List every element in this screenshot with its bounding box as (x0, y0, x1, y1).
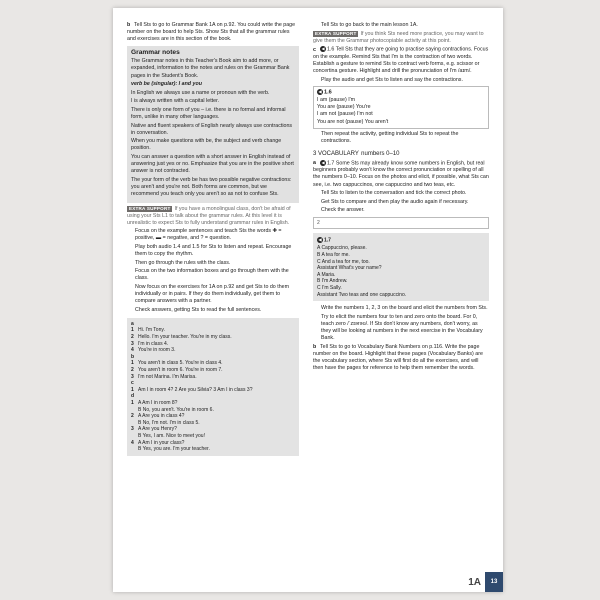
procedure (127, 228, 299, 314)
answer-line (131, 400, 295, 407)
gn-subheading: verb be (singular): I and you (131, 81, 202, 88)
procedure-step: Get Sts to compare and then play the audio again if necessary. (321, 198, 469, 205)
gn-paragraph: The Grammar notes in this Teacher's Book aim to add more, or expanded, information to the notes and rules on the Grammar Bank pages in the Student's Book. (131, 58, 290, 79)
answer-text: You aren't in class 5. You're in class 4. (138, 360, 223, 367)
answer-number: 2 (131, 334, 134, 341)
teachers-book-page (113, 8, 503, 592)
vocab-procedure (313, 190, 489, 214)
answer-number (131, 407, 138, 414)
answer-line (131, 354, 295, 361)
answer-number: 3 (131, 426, 134, 433)
procedure-step: Check the answer. (321, 207, 365, 214)
script-line: C I'm Sally. (317, 284, 342, 291)
answer-number: 4 (131, 347, 134, 354)
left-column (127, 22, 299, 460)
answer-text: Am I in room 4? 2 Are you Silvia? 3 Am I in class 3? (138, 386, 253, 393)
extra-support-note-2: EXTRA SUPPORT If you think Sts need more practice, you may want to give them the Grammar photocopiable activity at this point. (313, 30, 484, 44)
play-text: Play the audio and get Sts to listen and say the contractions. (321, 76, 463, 83)
gn-paragraph: You can answer a question with a short answer in English instead of answering just yes or no. Emphasize that you are in the positive short answer is not contracted. (131, 154, 294, 175)
answer-text: I'm not Marina. I'm Marisa. (138, 373, 197, 380)
answer-text: I'm in class 4. (138, 340, 169, 347)
answer-text: B Yes, I am. Nice to meet you! (138, 432, 205, 439)
repeat-text: Then repeat the activity, getting individual Sts to repeat the contractions. (321, 130, 459, 144)
script-line: C And a tea for me, too. (317, 258, 370, 265)
audio-script-1-7 (313, 233, 489, 301)
answer-number: b (131, 353, 135, 360)
go-back-text: Tell Sts to go back to the main lesson 1A. (321, 22, 418, 28)
answer-number: 2 (131, 413, 134, 420)
answer-line (131, 440, 295, 447)
item-c: c ◀ 1.6 Tell Sts that they are going to practise saying contractions. Focus on the example. Remind Sts that I'm is the contraction of two words. Establish a gesture to remind Sts to contract verb forms, e.g. scissor or concertina gesture. Highlight and drill the pronunciation of I'm /aɪm/. (313, 46, 489, 74)
page-number: 13 (485, 572, 503, 592)
answer-number: 1 (131, 327, 134, 334)
script-line: You are not (pause) You aren't (317, 118, 389, 125)
answer-number: 1 (131, 360, 134, 367)
answer-box: 2 (313, 217, 489, 229)
procedure-step: Tell Sts to listen to the conversation and tick the correct photo. (321, 190, 467, 197)
script-line: Assistant Two teas and one cappuccino. (317, 291, 407, 298)
answer-line (131, 387, 295, 394)
answer-line (131, 433, 295, 440)
script-line: Assistant What's your name? (317, 265, 382, 272)
answer-text: B No, you aren't. You're in room 6. (138, 406, 214, 413)
answer-text: A Are you Henry? (138, 426, 177, 433)
answer-number: 1 (131, 400, 134, 406)
answer-line (131, 347, 295, 354)
procedure-step: Focus on the example sentences and teach Sts the words ✚ = positive, ▬ = negative, and ? = question. (135, 228, 282, 242)
audio-script-title: ◀ 1.7 (318, 237, 331, 244)
script-line: B I'm Andrew. (317, 278, 348, 285)
answer-key-box (127, 318, 299, 456)
answer-number: 2 (131, 367, 134, 374)
answer-text: You aren't in room 6. You're in room 7. (138, 367, 223, 374)
procedure-step: Write the numbers 1, 2, 3 on the board and elicit the numbers from Sts. (321, 305, 488, 312)
answer-line (131, 393, 295, 400)
answer-line (131, 420, 295, 427)
answer-line (131, 367, 295, 374)
answer-line (131, 334, 295, 341)
answer-line (131, 327, 295, 334)
answer-number: c (131, 380, 134, 387)
extra-support-badge: EXTRA SUPPORT (315, 30, 357, 36)
answer-number: 3 (131, 373, 134, 380)
grammar-notes-box (127, 46, 299, 202)
procedure-step: Play both audio 1.4 and 1.5 for Sts to listen and repeat. Encourage them to copy the rhythm. (135, 244, 292, 258)
answer-text: A Am I in your class? (138, 439, 185, 446)
page-footer (468, 572, 503, 592)
answer-line (131, 321, 295, 328)
audio-script-title: ◀ 1.6 (318, 89, 332, 96)
answer-line (131, 374, 295, 381)
procedure-step: Now focus on the exercises for 1A on p.92 and get Sts to do them individually or in pairs. If they do them individually, get them to compare answers with a partner. (135, 284, 289, 305)
answer-line (131, 407, 295, 414)
answer-number (131, 420, 138, 427)
audio-script-lines (317, 97, 485, 125)
gn-paragraph: When you make questions with be, the subject and verb change position. (131, 138, 282, 152)
answer-line (131, 360, 295, 367)
answer-text: B No, I'm not. I'm in class 5. (138, 419, 200, 426)
procedure-step: Focus on the two information boxes and go through them with the class. (135, 268, 289, 282)
answer-line (131, 426, 295, 433)
item-a: a ◀ 1.7 Some Sts may already know some numbers in English, but real beginners probably won't know the correct pronunciation or spelling of all the numbers 0–10. Focus on the photos and elicit, if possible, what Sts can see, i.e. two cappuccinos, one cappuccino and two teas, etc. (313, 160, 489, 188)
answer-number: a (131, 320, 134, 327)
script-line: A Cappuccino, please. (317, 245, 367, 252)
script-line: I am (pause) I'm (317, 97, 356, 104)
answer-number: 4 (131, 439, 134, 446)
extra-support-note: EXTRA SUPPORT If you have a monolingual class, don't be afraid of using your Sts L1 to talk about the grammar rules. At this level it is unrealistic to expect Sts to fully understand grammar rules in English. (127, 205, 291, 226)
right-column (313, 22, 489, 373)
unit-label: 1A (468, 576, 481, 588)
script-line: A Maria. (317, 271, 336, 278)
audio-icon: ◀ (318, 238, 322, 243)
audio-script-1-6 (313, 86, 489, 129)
answer-line (131, 413, 295, 420)
answer-number (131, 446, 138, 453)
answer-text: Hi. I'm Tony. (138, 327, 165, 334)
audio-script-lines (317, 245, 485, 298)
vocabulary-heading: 3 VOCABULARY numbers 0–10 (313, 150, 400, 157)
numbers-procedure (313, 305, 489, 342)
gn-paragraph: I is always written with a capital letter. (131, 98, 220, 105)
audio-icon: ◀ (321, 47, 325, 52)
script-line: You are (pause) You're (317, 104, 371, 111)
gn-paragraph: Native and fluent speakers of English nearly always use contractions in conversation. (131, 122, 293, 136)
procedure-step: Then go through the rules with the class. (135, 259, 231, 266)
answer-text: Hello. I'm your teacher. You're in my class. (138, 334, 232, 341)
answer-text: A Am I in room 8? (138, 400, 178, 406)
answer-text: You're in room 3. (138, 347, 176, 354)
answer-text: A Are you in class 4? (138, 413, 185, 420)
answer-text: B Yes, you are. I'm your teacher. (138, 446, 210, 453)
gn-paragraph: There is only one form of you – i.e. there is no formal and informal form, unlike in many other languages. (131, 106, 286, 121)
answer-number: d (131, 393, 135, 400)
gn-paragraph: The your form of the verb be has two possible negative contractions: you aren't and you're not. Both forms are common, but we recommend you teach only you aren't so as not to confuse Sts. (131, 176, 292, 197)
item-b-right: b Tell Sts to go to Vocabulary Bank Numbers on p.116. Write the page number on the board. Highlight that these pages (Vocabulary Banks) are the vocabulary section, where Sts will first do all the exercises, and will then have the pages for reference to help them remember the words. (313, 343, 483, 371)
gn-paragraph: In English we always use a name or pronoun with the verb. (131, 89, 270, 96)
answer-line (131, 380, 295, 387)
grammar-notes-title: Grammar notes (131, 49, 180, 57)
script-line: I am not (pause) I'm not (317, 111, 373, 118)
extra-support-badge: EXTRA SUPPORT (129, 205, 171, 211)
answer-number: 3 (131, 340, 134, 347)
procedure-step: Check answers, getting Sts to read the full sentences. (135, 306, 262, 313)
procedure-step: Try to elicit the numbers four to ten and zero onto the board. For 0, teach zero /ˈzɪərəʊ/. If Sts don't know any numbers, don't worry, as they will be looking at numbers in the next exercise in the Vocabulary Bank. (321, 313, 483, 341)
audio-icon: ◀ (321, 160, 325, 165)
answer-number (131, 433, 138, 440)
script-line: B A tea for me. (317, 251, 350, 258)
audio-icon: ◀ (318, 89, 322, 94)
item-b: b Tell Sts to go to Grammar Bank 1A on p.92. You could write the page number on the board to help Sts. Show Sts that all the grammar rules and exercises are in this section of the book. (127, 22, 296, 43)
answer-line (131, 341, 295, 348)
answer-line (131, 446, 295, 453)
answer-number: 1 (131, 386, 134, 393)
